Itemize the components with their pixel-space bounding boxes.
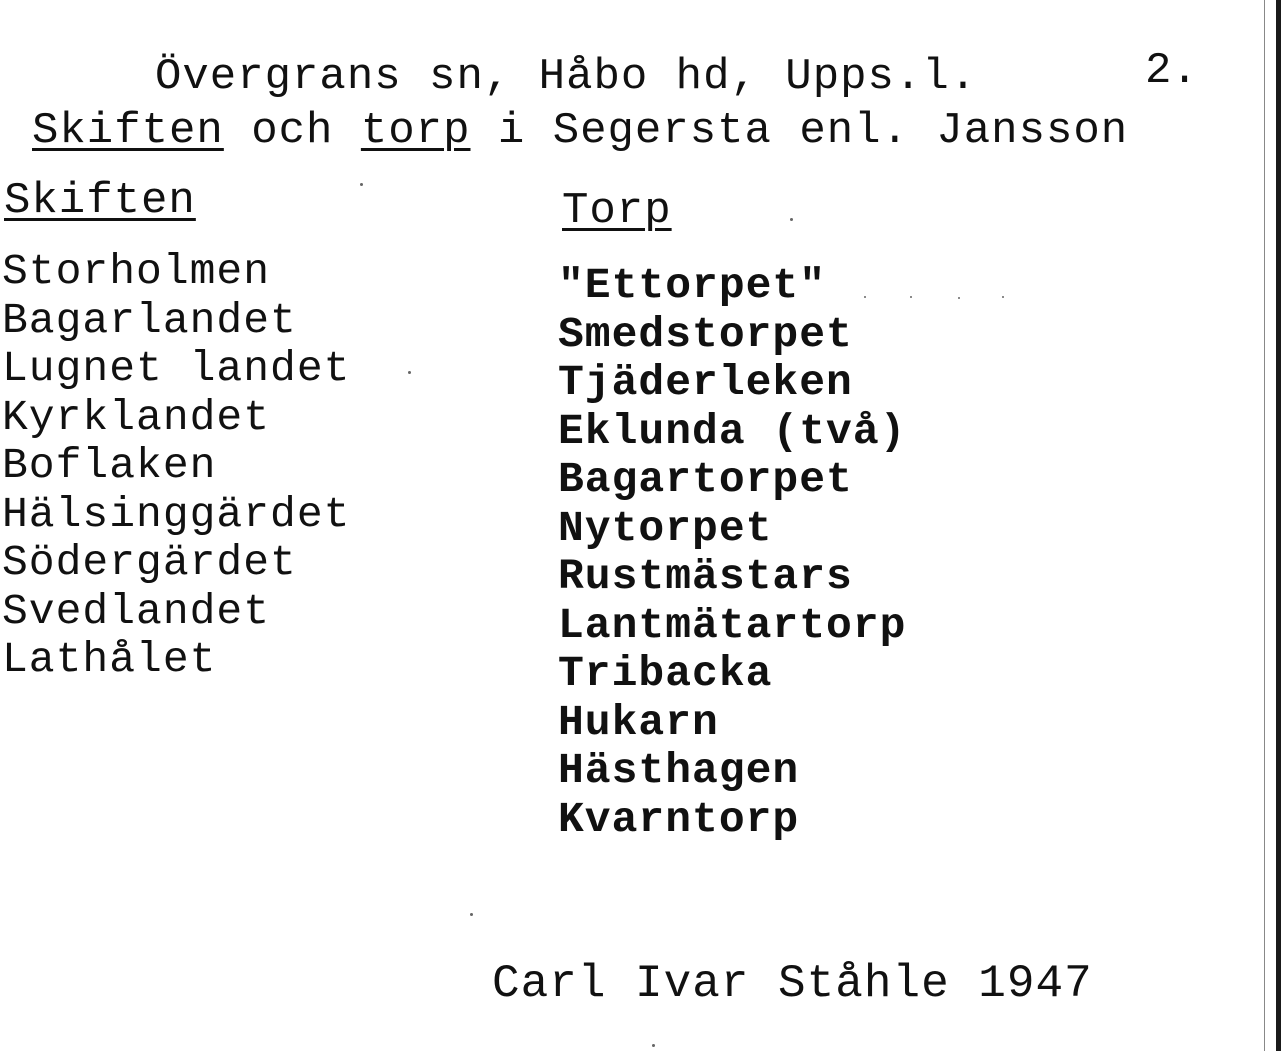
- list-item: Kvarntorp: [558, 794, 800, 844]
- torp-list: [558, 262, 906, 844]
- title-word-rest: i Segersta enl. Jansson: [470, 106, 1129, 156]
- card-number: 2.: [1145, 46, 1198, 96]
- paper-speck: [958, 297, 960, 299]
- list-item: Kyrklandet: [2, 392, 271, 442]
- list-item: Svedlandet: [2, 586, 271, 636]
- list-item: Södergärdet: [2, 538, 297, 587]
- list-item: Hästhagen: [558, 746, 800, 795]
- title-word-torp: torp: [360, 106, 471, 156]
- list-item: Lugnet landet: [2, 344, 351, 393]
- paper-speck: [470, 913, 473, 916]
- list-item: Lathålet: [2, 635, 217, 684]
- card-title-subject: [32, 106, 1128, 156]
- card-edge-line: [1276, 0, 1281, 1051]
- title-word-och: och: [223, 106, 361, 156]
- list-item: Hukarn: [558, 697, 719, 747]
- list-item: Eklunda (två): [558, 406, 907, 456]
- paper-speck: [790, 218, 793, 221]
- author-signature: Carl Ivar Ståhle 1947: [492, 958, 1093, 1010]
- column-heading-torp: Torp: [562, 186, 672, 236]
- list-item: Lantmätartorp: [558, 600, 907, 650]
- paper-speck: [910, 296, 912, 298]
- paper-speck: [864, 296, 866, 298]
- list-item: Nytorpet: [558, 503, 773, 553]
- list-item: Smedstorpet: [558, 309, 853, 359]
- list-item: Bagartorpet: [558, 455, 853, 504]
- skiften-list: [2, 248, 350, 685]
- list-item: Bagarlandet: [2, 295, 297, 345]
- list-item: Tjäderleken: [558, 358, 853, 407]
- list-item: Hälsinggärdet: [2, 489, 351, 539]
- list-item: Tribacka: [558, 649, 773, 698]
- list-item: Boflaken: [2, 441, 217, 490]
- list-item: "Ettorpet": [558, 261, 827, 310]
- paper-speck: [652, 1044, 655, 1047]
- list-item: Storholmen: [2, 247, 271, 296]
- paper-speck: [360, 183, 363, 186]
- card-edge-thin-line: [1264, 0, 1265, 1051]
- list-item: Rustmästars: [558, 552, 853, 601]
- column-heading-skiften: Skiften: [4, 176, 196, 226]
- paper-speck: [408, 371, 411, 374]
- card-title-location: Övergrans sn, Håbo hd, Upps.l.: [155, 52, 978, 102]
- title-word-skiften: Skiften: [32, 106, 224, 156]
- paper-speck: [1002, 296, 1004, 298]
